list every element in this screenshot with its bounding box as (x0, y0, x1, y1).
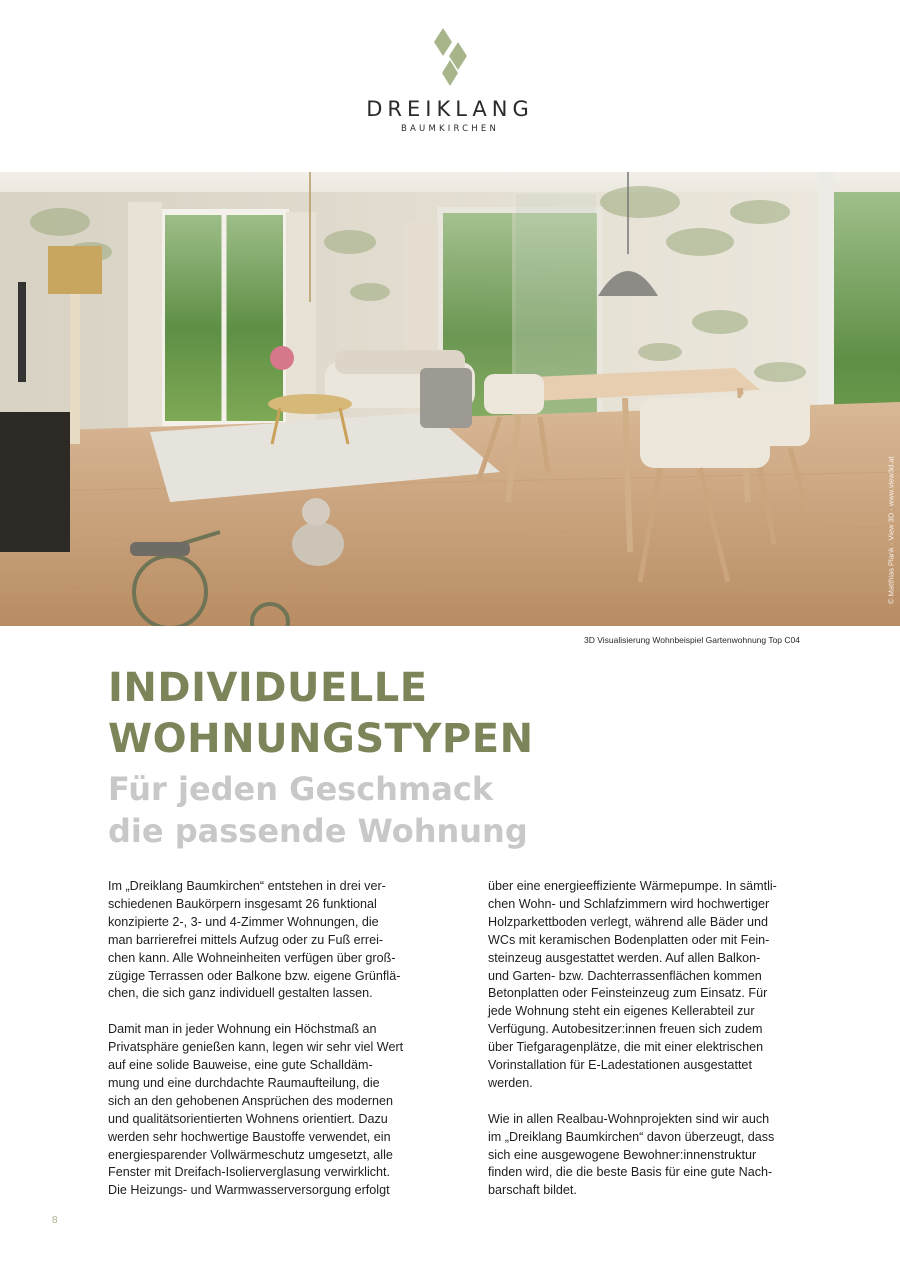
subheadline-line: die passende Wohnung (108, 812, 528, 850)
text-line: WCs mit keramischen Bodenplatten oder mit Fein- (488, 932, 770, 947)
text-line: Im „Dreiklang Baumkirchen“ entstehen in drei ver- (108, 879, 386, 893)
brand-logo-icon (430, 26, 470, 88)
text-line: barschaft bildet. (488, 1183, 577, 1198)
headline-line: INDIVIDUELLE (108, 665, 428, 711)
text-line: werden sehr hochwertige Baustoffe verwendet, ein (108, 1129, 391, 1144)
text-line: über eine energieeffiziente Wärmepumpe. In sämtli- (488, 879, 777, 893)
photo-credit: © Matthias Plank · View 3D · www.view3d.at (887, 456, 896, 604)
text-line: Holzparkettboden verlegt, während alle Bäder und (488, 914, 769, 929)
text-line: mung und eine durchdachte Raumaufteilung, die (108, 1075, 380, 1090)
page-subheadline (108, 768, 528, 852)
headline-line: WOHNUNGSTYPEN (108, 716, 534, 762)
text-line: Wie in allen Realbau-Wohnprojekten sind wir auch (488, 1111, 770, 1126)
text-line: zügige Terrassen oder Balkone bzw. eigene Grünflä- (108, 968, 401, 983)
text-line: energiesparender Vollwärmeschutz umgesetzt, alle (108, 1147, 393, 1162)
page-number: 8 (52, 1215, 58, 1226)
text-line: auf eine solide Bauweise, eine gute Schalldäm- (108, 1058, 373, 1073)
text-line: Privatsphäre genießen kann, legen wir sehr viel Wert (108, 1040, 404, 1055)
text-line: sich an den gehobenen Ansprüchen des modernen (108, 1093, 393, 1108)
text-line: und qualitätsorientierten Wohnens orientiert. Dazu (108, 1111, 388, 1126)
body-column-right (488, 878, 808, 1218)
text-line: finden wird, die die beste Basis für eine gute Nach- (488, 1165, 773, 1180)
paragraph (488, 1111, 808, 1201)
text-line: sich eine ausgewogene Bewohner:innenstruktur (488, 1147, 757, 1162)
text-line: chen kann. Alle Wohneinheiten verfügen über groß- (108, 950, 396, 965)
hero-image (0, 172, 900, 626)
text-line: Fenster mit Dreifach-Isolierverglasung verwirklicht. (108, 1165, 391, 1180)
text-line: Verfügung. Autobesitzer:innen freuen sich zudem (488, 1022, 763, 1037)
text-line: werden. (488, 1075, 533, 1090)
paragraph (108, 878, 428, 1003)
text-line: schiedenen Baukörpern insgesamt 26 funktional (108, 896, 377, 911)
text-line: man barrierefrei mittels Aufzug oder zu Fuß errei- (108, 932, 384, 947)
text-line: über Tiefgaragenplätze, die mit einer elektrischen (488, 1040, 764, 1055)
living-room-visualization (0, 172, 900, 626)
text-line: Vorinstallation für E-Ladestationen ausgestattet (488, 1058, 752, 1073)
text-line: chen, die sich ganz individuell gestalten lassen. (108, 986, 373, 1001)
page-headline (108, 663, 534, 765)
text-line: im „Dreiklang Baumkirchen“ davon überzeugt, dass (488, 1129, 775, 1144)
text-line: und Garten- bzw. Dachterrassenflächen kommen (488, 968, 762, 983)
text-line: steinzeug ausgestattet werden. Auf allen Balkon- (488, 950, 761, 965)
image-caption: 3D Visualisierung Wohnbeispiel Gartenwohnung Top C04 (584, 635, 800, 645)
text-line: jede Wohnung steht ein eigenes Kellerabteil zur (488, 1004, 755, 1019)
text-line: chen Wohn- und Schlafzimmern wird hochwertiger (488, 896, 770, 911)
subheadline-line: Für jeden Geschmack (108, 770, 494, 808)
brand-subtitle: BAUMKIRCHEN (400, 124, 500, 134)
text-line: Betonplatten oder Feinsteinzeug zum Einsatz. Für (488, 986, 768, 1001)
text-line: Die Heizungs- und Warmwasserversorgung erfolgt (108, 1183, 390, 1198)
body-column-left (108, 878, 428, 1218)
text-line: konzipierte 2-, 3- und 4-Zimmer Wohnungen, die (108, 914, 379, 929)
paragraph (108, 1021, 428, 1200)
text-line: Damit man in jeder Wohnung ein Höchstmaß an (108, 1022, 377, 1037)
brand-name: DREIKLANG (366, 97, 534, 121)
paragraph (488, 878, 808, 1093)
